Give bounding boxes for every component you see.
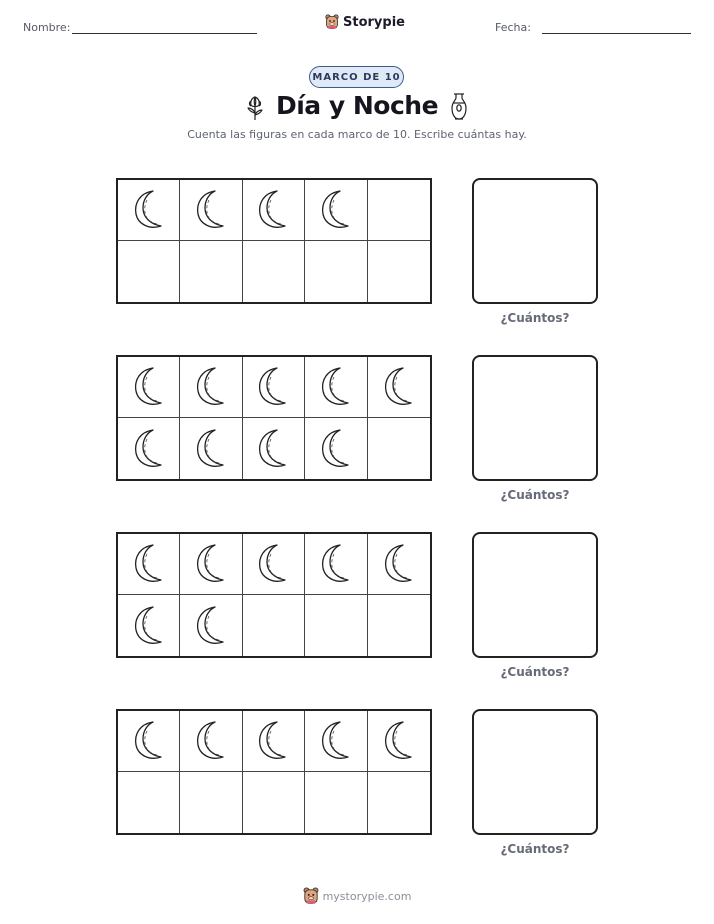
frame-cell <box>305 711 367 772</box>
frame-cell <box>368 534 430 595</box>
frame-cell <box>243 772 305 833</box>
frame-cell <box>180 772 242 833</box>
moon-icon <box>129 718 169 764</box>
frame-cell <box>180 595 242 656</box>
frame-cell <box>305 595 367 656</box>
name-line[interactable] <box>72 33 257 34</box>
frame-cell <box>118 595 180 656</box>
bear-icon <box>303 887 319 905</box>
frame-cell <box>368 711 430 772</box>
moon-icon <box>316 364 356 410</box>
bear-icon <box>325 14 339 30</box>
answer-box[interactable] <box>472 532 598 658</box>
moon-icon <box>129 426 169 472</box>
frame-cell <box>305 418 367 479</box>
frame-cell <box>118 534 180 595</box>
moon-icon <box>253 364 293 410</box>
frame-cell <box>118 418 180 479</box>
moon-icon <box>253 426 293 472</box>
brand-logo <box>325 14 405 30</box>
frame-cell <box>118 241 180 302</box>
moon-icon <box>316 187 356 233</box>
date-line[interactable] <box>542 33 691 34</box>
answer-label: ¿Cuántos? <box>500 842 570 856</box>
name-label: Nombre: <box>23 21 71 34</box>
moon-icon <box>379 541 419 587</box>
frame-cell <box>243 711 305 772</box>
frame-cell <box>243 357 305 418</box>
frame-cell <box>368 595 430 656</box>
moon-icon <box>191 187 231 233</box>
frame-cell <box>305 357 367 418</box>
frame-cell <box>243 241 305 302</box>
answer-label: ¿Cuántos? <box>500 665 570 679</box>
frame-cell <box>180 241 242 302</box>
moon-icon <box>316 426 356 472</box>
moon-icon <box>379 718 419 764</box>
ten-frame <box>116 355 432 481</box>
frame-cell <box>180 180 242 241</box>
moon-icon <box>129 187 169 233</box>
page-title: Día y Noche <box>275 91 439 120</box>
frame-cell <box>180 711 242 772</box>
frame-cell <box>118 772 180 833</box>
vase-icon <box>448 92 470 122</box>
moon-icon <box>129 603 169 649</box>
moon-icon <box>191 718 231 764</box>
moon-icon <box>191 426 231 472</box>
frame-cell <box>368 418 430 479</box>
page-instructions: Cuenta las figuras en cada marco de 10. Escribe cuántas hay. <box>187 128 527 141</box>
frame-cell <box>305 241 367 302</box>
ten-frame <box>116 532 432 658</box>
ten-frame <box>116 178 432 304</box>
answer-box[interactable] <box>472 355 598 481</box>
moon-icon <box>253 541 293 587</box>
moon-icon <box>316 541 356 587</box>
frame-cell <box>368 772 430 833</box>
frame-cell <box>118 711 180 772</box>
frame-cell <box>368 180 430 241</box>
footer-url[interactable]: mystorypie.com <box>322 889 412 903</box>
brand-name: Storypie <box>343 14 405 30</box>
frame-cell <box>118 357 180 418</box>
answer-box[interactable] <box>472 178 598 304</box>
frame-cell <box>180 418 242 479</box>
answer-label: ¿Cuántos? <box>500 488 570 502</box>
frame-cell <box>118 180 180 241</box>
moon-icon <box>191 541 231 587</box>
moon-icon <box>316 718 356 764</box>
moon-icon <box>129 541 169 587</box>
frame-cell <box>243 534 305 595</box>
frame-cell <box>180 357 242 418</box>
answer-box[interactable] <box>472 709 598 835</box>
moon-icon <box>191 603 231 649</box>
moon-icon <box>253 718 293 764</box>
frame-cell <box>243 595 305 656</box>
footer <box>0 887 714 905</box>
frame-cell <box>243 180 305 241</box>
moon-icon <box>129 364 169 410</box>
frame-cell <box>180 534 242 595</box>
moon-icon <box>253 187 293 233</box>
frame-cell <box>368 357 430 418</box>
frame-cell <box>305 534 367 595</box>
frame-cell <box>305 180 367 241</box>
worksheet-badge: MARCO DE 10 <box>309 66 404 88</box>
moon-icon <box>379 364 419 410</box>
frame-cell <box>305 772 367 833</box>
ten-frame <box>116 709 432 835</box>
answer-label: ¿Cuántos? <box>500 311 570 325</box>
frame-cell <box>368 241 430 302</box>
moon-icon <box>191 364 231 410</box>
date-label: Fecha: <box>495 21 531 34</box>
frame-cell <box>243 418 305 479</box>
